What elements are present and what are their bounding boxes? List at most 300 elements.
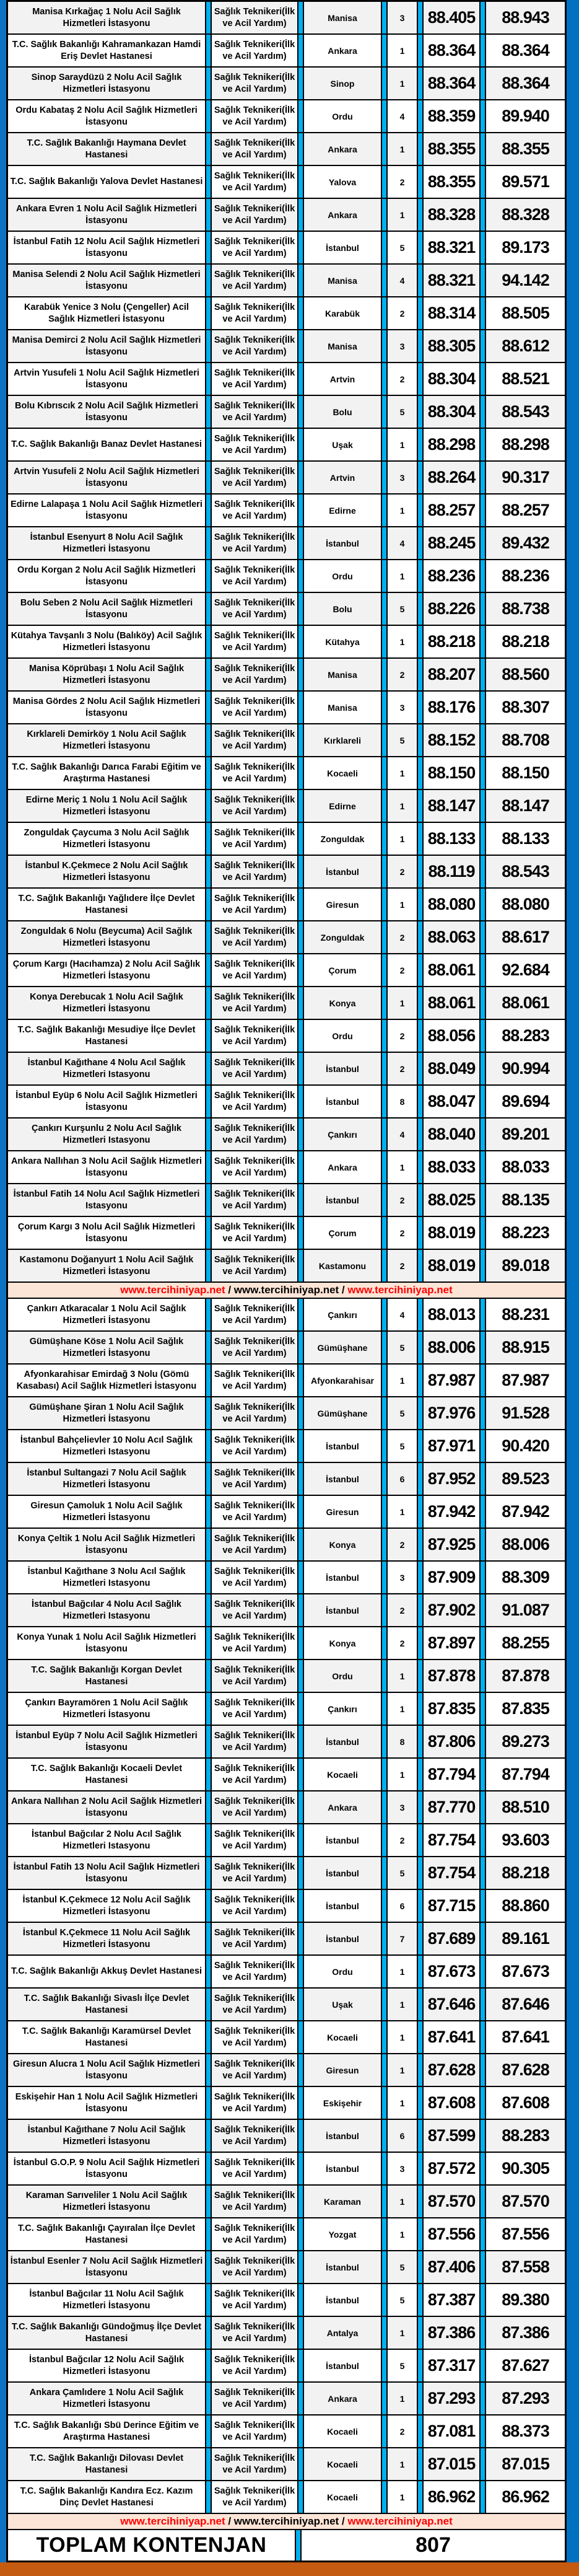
max-score: 89.161 xyxy=(502,1929,549,1948)
quota: 7 xyxy=(399,1933,405,1944)
max-score: 88.543 xyxy=(502,862,549,881)
city: Çankırı xyxy=(328,1703,357,1714)
column-separator xyxy=(479,1463,486,1495)
column-separator xyxy=(297,1956,304,1987)
column-separator xyxy=(479,1020,486,1052)
department: Sağlık Teknikeri(İlk ve Acil Yardım) xyxy=(214,959,295,981)
institution-name: İstanbul Fatih 14 Nolu Acıl Sağlık Hizmetleri Istasyonu xyxy=(13,1189,200,1211)
institution-name: Zonguldak 6 Nolu (Beycuma) Acil Sağlık Hizmetleri İstasyonu xyxy=(20,926,193,948)
min-score: 87.570 xyxy=(427,2192,476,2210)
column-separator xyxy=(479,790,486,822)
city: İstanbul xyxy=(326,2295,359,2305)
department: Sağlık Teknikeri(İlk ve Acil Yardım) xyxy=(214,1189,295,1211)
table-row xyxy=(8,1562,565,1594)
city: Edirne xyxy=(329,801,356,811)
column-separator xyxy=(381,1250,388,1281)
min-score: 88.328 xyxy=(427,205,476,224)
column-separator xyxy=(417,1184,424,1216)
min-score: 88.405 xyxy=(427,8,476,27)
column-separator xyxy=(417,1857,424,1889)
column-separator xyxy=(479,2448,486,2480)
city: Ordu xyxy=(332,111,353,121)
column-separator xyxy=(381,2021,388,2053)
column-separator xyxy=(205,495,212,526)
column-separator xyxy=(381,297,388,329)
city: Eskişehir xyxy=(323,2098,362,2108)
column-separator xyxy=(479,1299,486,1330)
quota: 5 xyxy=(399,604,405,614)
column-separator xyxy=(297,1759,304,1790)
column-separator xyxy=(417,1496,424,1528)
column-separator xyxy=(479,1217,486,1249)
column-separator xyxy=(479,856,486,887)
min-score: 86.962 xyxy=(427,2487,476,2506)
column-separator xyxy=(479,1890,486,1922)
column-separator xyxy=(381,1397,388,1429)
department: Sağlık Teknikeri(İlk ve Acil Yardım) xyxy=(214,1057,295,1079)
column-separator xyxy=(295,2530,302,2561)
table-row xyxy=(8,2251,565,2284)
column-separator xyxy=(479,1397,486,1429)
table-row xyxy=(8,1397,565,1430)
banner-separator-text: / xyxy=(225,1284,234,1296)
total-label: TOPLAM KONTENJAN xyxy=(36,2533,267,2557)
column-separator xyxy=(381,68,388,99)
table-row xyxy=(8,1053,565,1086)
column-separator xyxy=(297,1726,304,1757)
column-separator xyxy=(297,2317,304,2349)
max-score: 87.794 xyxy=(502,1765,549,1783)
institution-name: Manisa Demirci 2 Nolu Acil Sağlık Hizmetleri İstasyonu xyxy=(12,335,201,357)
column-separator xyxy=(381,1627,388,1659)
column-separator xyxy=(205,560,212,592)
institution-name: İstanbul Bağcılar 12 Nolu Acil Sağlık Hizmetleri İstasyonu xyxy=(28,2354,185,2376)
department: Sağlık Teknikeri(İlk ve Acil Yardım) xyxy=(214,729,295,751)
department: Sağlık Teknikeri(İlk ve Acil Yardım) xyxy=(214,6,295,29)
column-separator xyxy=(297,1594,304,1626)
table-row xyxy=(8,1594,565,1627)
max-score: 88.255 xyxy=(502,1633,549,1652)
column-separator xyxy=(297,1890,304,1922)
min-score: 88.355 xyxy=(427,139,476,158)
column-separator xyxy=(381,2251,388,2283)
table-row xyxy=(8,724,565,757)
min-score: 88.355 xyxy=(427,172,476,191)
banner-separator-text[interactable]: www.tercihiniyap.net xyxy=(233,1284,339,1296)
max-score: 88.915 xyxy=(502,1338,549,1356)
table-row xyxy=(8,1151,565,1184)
column-separator xyxy=(417,2120,424,2152)
column-separator xyxy=(479,2,486,33)
column-separator xyxy=(417,2350,424,2381)
table-row xyxy=(8,2383,565,2416)
institution-name: T.C. Sağlık Bakanlığı Korgan Devlet Hastanesi xyxy=(31,1664,182,1687)
city: İstanbul xyxy=(326,2163,359,2174)
department: Sağlık Teknikeri(İlk ve Acil Yardım) xyxy=(214,1500,295,1523)
city: Konya xyxy=(329,1638,356,1648)
department: Sağlık Teknikeri(İlk ve Acil Yardım) xyxy=(214,663,295,685)
department: Sağlık Teknikeri(İlk ve Acil Yardım) xyxy=(214,2321,295,2344)
department: Sağlık Teknikeri(İlk ve Acil Yardım) xyxy=(214,367,295,390)
column-separator xyxy=(297,2087,304,2119)
banner-url-link[interactable]: www.tercihiniyap.net xyxy=(120,1284,225,1296)
quota: 1 xyxy=(399,1671,405,1681)
city: Manisa xyxy=(328,669,357,680)
institution-name: Çorum Kargı (Hacıhamza) 2 Nolu Acil Sağlık Hizmetleri İstasyonu xyxy=(12,959,201,981)
table-row xyxy=(8,692,565,724)
min-score: 88.305 xyxy=(427,336,476,355)
city: Çorum xyxy=(328,965,357,975)
max-score: 89.018 xyxy=(502,1256,549,1275)
max-score: 88.307 xyxy=(502,698,549,716)
institution-name: İstanbul Esenler 7 Nolu Acil Sağlık Hizmetleri İstasyonu xyxy=(10,2256,203,2278)
max-score: 90.420 xyxy=(502,1436,549,1455)
column-separator xyxy=(417,2284,424,2316)
min-score: 88.321 xyxy=(427,238,476,257)
department: Sağlık Teknikeri(İlk ve Acil Yardım) xyxy=(214,170,295,193)
column-separator xyxy=(205,2416,212,2447)
city: Kocaeli xyxy=(327,2032,358,2042)
column-separator xyxy=(417,1824,424,1856)
column-separator xyxy=(381,2218,388,2250)
quota: 2 xyxy=(399,1605,405,1615)
max-score: 88.708 xyxy=(502,731,549,749)
institution-name: Çankırı Kurşunlu 2 Nolu Acıl Sağlık Hizmetleri Istasyonu xyxy=(32,1123,181,1145)
column-separator xyxy=(417,1151,424,1183)
column-separator xyxy=(479,987,486,1019)
table-row xyxy=(8,2186,565,2218)
max-score: 88.309 xyxy=(502,1568,549,1586)
city: Kocaeli xyxy=(327,2426,358,2437)
column-separator xyxy=(417,823,424,855)
table-row xyxy=(8,757,565,790)
table-row xyxy=(8,527,565,560)
column-separator xyxy=(205,2218,212,2250)
table-row xyxy=(8,2317,565,2350)
column-separator xyxy=(479,1660,486,1692)
min-score: 88.061 xyxy=(427,993,476,1012)
column-separator xyxy=(417,1086,424,1117)
column-separator xyxy=(205,921,212,953)
table-row xyxy=(8,199,565,232)
max-score: 88.033 xyxy=(502,1158,549,1176)
quota: 1 xyxy=(399,998,405,1008)
min-score: 87.673 xyxy=(427,1962,476,1980)
column-separator xyxy=(205,856,212,887)
department: Sağlık Teknikeri(İlk ve Acil Yardım) xyxy=(214,1927,295,1950)
institution-name: T.C. Sağlık Bakanlığı Akkuş Devlet Hastanesi xyxy=(11,1966,202,1977)
quota: 1 xyxy=(399,45,405,56)
city: Ordu xyxy=(332,571,353,581)
column-separator xyxy=(417,2054,424,2086)
table-row xyxy=(8,1693,565,1726)
column-separator xyxy=(381,724,388,756)
institution-name: Manisa Selendi 2 Nolu Acil Sağlık Hizmetleri İstasyonu xyxy=(12,269,201,291)
min-score: 88.033 xyxy=(427,1158,476,1176)
column-separator xyxy=(417,527,424,559)
column-separator xyxy=(381,1857,388,1889)
table-row xyxy=(8,1791,565,1824)
column-separator xyxy=(297,1020,304,1052)
quota: 2 xyxy=(399,932,405,943)
column-separator xyxy=(297,1053,304,1084)
city: Artvin xyxy=(329,374,355,384)
min-score: 87.628 xyxy=(427,2060,476,2079)
city: Bolu xyxy=(333,604,352,614)
column-separator xyxy=(381,133,388,165)
column-separator xyxy=(205,166,212,198)
institution-name: İstanbul K.Çekmece 11 Nolu Acil Sağlık Hizmetleri İstasyonu xyxy=(22,1927,191,1950)
min-score: 88.040 xyxy=(427,1125,476,1143)
quota: 4 xyxy=(399,1129,405,1140)
table-row xyxy=(8,1430,565,1463)
table-row xyxy=(8,1250,565,1283)
column-separator xyxy=(479,1759,486,1790)
banner-url-link[interactable]: www.tercihiniyap.net xyxy=(120,2515,225,2527)
quota: 2 xyxy=(399,308,405,319)
column-separator xyxy=(381,1086,388,1117)
column-separator xyxy=(205,626,212,657)
institution-name: T.C. Sağlık Bakanlığı Kandıra Ecz. Kazım Dinç Devlet Hastanesi xyxy=(20,2486,193,2508)
column-separator xyxy=(479,1627,486,1659)
column-separator xyxy=(381,2153,388,2184)
min-score: 87.794 xyxy=(427,1765,476,1783)
quota: 4 xyxy=(399,275,405,286)
table-row xyxy=(8,1217,565,1250)
column-separator xyxy=(417,2,424,33)
column-separator xyxy=(381,757,388,789)
column-separator xyxy=(381,692,388,723)
max-score: 87.558 xyxy=(502,2257,549,2276)
column-separator xyxy=(297,462,304,493)
column-separator xyxy=(381,626,388,657)
department: Sağlık Teknikeri(İlk ve Acil Yardım) xyxy=(214,2486,295,2508)
banner-url-link[interactable]: www.tercihiniyap.net xyxy=(347,2515,453,2527)
column-separator xyxy=(417,2153,424,2184)
column-separator xyxy=(417,560,424,592)
column-separator xyxy=(381,1693,388,1725)
max-score: 87.556 xyxy=(502,2225,549,2243)
min-score: 88.133 xyxy=(427,829,476,848)
column-separator xyxy=(297,1496,304,1528)
max-score: 88.218 xyxy=(502,632,549,651)
department: Sağlık Teknikeri(İlk ve Acil Yardım) xyxy=(214,2059,295,2081)
column-separator xyxy=(417,2317,424,2349)
max-score: 91.528 xyxy=(502,1404,549,1422)
quota: 2 xyxy=(399,1228,405,1238)
quota: 5 xyxy=(399,242,405,253)
min-score: 88.119 xyxy=(428,862,475,881)
table-row xyxy=(8,1759,565,1791)
column-separator xyxy=(205,2284,212,2316)
department: Sağlık Teknikeri(İlk ve Acil Yardım) xyxy=(214,1993,295,2015)
min-score: 87.317 xyxy=(427,2356,476,2375)
institution-name: Artvin Yusufeli 2 Nolu Acil Sağlık Hizmetleri İstasyonu xyxy=(14,466,199,488)
city: İstanbul xyxy=(326,1868,359,1878)
column-separator xyxy=(417,1430,424,1462)
min-score: 88.080 xyxy=(427,895,476,913)
quota: 2 xyxy=(399,1638,405,1648)
column-separator xyxy=(381,1299,388,1330)
quota: 5 xyxy=(399,2262,405,2272)
quota: 1 xyxy=(399,1999,405,2010)
table-row xyxy=(8,626,565,659)
column-separator xyxy=(297,560,304,592)
column-separator xyxy=(297,856,304,887)
max-score: 89.694 xyxy=(502,1092,549,1110)
department: Sağlık Teknikeri(İlk ve Acil Yardım) xyxy=(214,1024,295,1047)
min-score: 87.754 xyxy=(427,1863,476,1882)
quota: 1 xyxy=(399,1506,405,1517)
column-separator xyxy=(417,987,424,1019)
min-score: 88.304 xyxy=(427,369,476,388)
max-score: 88.364 xyxy=(502,41,549,59)
quota: 1 xyxy=(399,2196,405,2207)
department: Sağlık Teknikeri(İlk ve Acil Yardım) xyxy=(214,1156,295,1178)
max-score: 88.257 xyxy=(502,501,549,519)
institution-name: Gümüşhane Şiran 1 Nolu Acil Sağlık Hizmetleri İstasyonu xyxy=(29,1402,184,1424)
column-separator xyxy=(417,1119,424,1150)
institution-name: Ankara Nallıhan 2 Nolu Acil Sağlık Hizmetleri İstasyonu xyxy=(11,1796,202,1818)
column-separator xyxy=(417,232,424,263)
min-score: 88.150 xyxy=(427,763,476,782)
column-separator xyxy=(417,2383,424,2414)
column-separator xyxy=(205,1693,212,1725)
city: Antalya xyxy=(326,2328,359,2338)
max-score: 88.150 xyxy=(502,763,549,782)
department: Sağlık Teknikeri(İlk ve Acil Yardım) xyxy=(214,269,295,291)
column-separator xyxy=(479,757,486,789)
column-separator xyxy=(381,1529,388,1560)
column-separator xyxy=(417,659,424,690)
column-separator xyxy=(205,2153,212,2184)
max-score: 88.147 xyxy=(502,796,549,815)
quota: 2 xyxy=(399,2426,405,2437)
min-score: 87.897 xyxy=(427,1633,476,1652)
banner-separator-text[interactable]: www.tercihiniyap.net xyxy=(233,2515,339,2527)
min-score: 87.971 xyxy=(427,1436,476,1455)
max-score: 88.505 xyxy=(502,304,549,322)
column-separator xyxy=(297,823,304,855)
table-row xyxy=(8,1332,565,1365)
max-score: 89.523 xyxy=(502,1469,549,1488)
column-separator xyxy=(479,2021,486,2053)
column-separator xyxy=(417,363,424,395)
max-score: 89.571 xyxy=(502,172,549,191)
column-separator xyxy=(205,1660,212,1692)
website-banner xyxy=(8,1283,565,1299)
column-separator xyxy=(417,100,424,132)
max-score: 88.283 xyxy=(502,2126,549,2145)
column-separator xyxy=(417,593,424,625)
institution-name: T.C. Sağlık Bakanlığı Mesudiye İlçe Devlet Hastanesi xyxy=(17,1024,196,1047)
column-separator xyxy=(381,35,388,66)
city: Manisa xyxy=(328,275,357,286)
min-score: 88.218 xyxy=(427,632,476,651)
column-separator xyxy=(479,823,486,855)
table-row xyxy=(8,2021,565,2054)
city: Uşak xyxy=(332,439,353,450)
column-separator xyxy=(417,1463,424,1495)
table-row xyxy=(8,1496,565,1529)
column-separator xyxy=(479,1956,486,1987)
table-row xyxy=(8,297,565,330)
table-row xyxy=(8,2218,565,2251)
department: Sağlık Teknikeri(İlk ve Acil Yardım) xyxy=(214,1435,295,1457)
institution-name: T.C. Sağlık Bakanlığı Karamürsel Devlet Hastanesi xyxy=(22,2026,191,2048)
department: Sağlık Teknikeri(İlk ve Acil Yardım) xyxy=(214,400,295,423)
column-separator xyxy=(417,1726,424,1757)
min-score: 87.599 xyxy=(427,2126,476,2145)
city: Yalova xyxy=(328,177,357,187)
banner-separator-text: / xyxy=(339,1284,348,1296)
institution-name: Ankara Çamlıdere 1 Nolu Acil Sağlık Hizmetleri İstasyonu xyxy=(29,2387,184,2409)
min-score: 88.264 xyxy=(427,468,476,486)
max-score: 88.223 xyxy=(502,1223,549,1242)
institution-name: İstanbul Fatih 12 Nolu Acil Sağlık Hizmetleri İstasyonu xyxy=(13,236,200,258)
city: Ordu xyxy=(332,1031,353,1041)
quota: 1 xyxy=(399,768,405,778)
column-separator xyxy=(205,2481,212,2513)
column-separator xyxy=(297,1660,304,1692)
column-separator xyxy=(417,133,424,165)
department: Sağlık Teknikeri(İlk ve Acil Yardım) xyxy=(214,860,295,882)
column-separator xyxy=(205,363,212,395)
max-score: 88.218 xyxy=(502,1863,549,1882)
city: İstanbul xyxy=(326,1063,359,1074)
banner-url-link[interactable]: www.tercihiniyap.net xyxy=(347,1284,453,1296)
quota: 6 xyxy=(399,1901,405,1911)
column-separator xyxy=(297,2448,304,2480)
department: Sağlık Teknikeri(İlk ve Acil Yardım) xyxy=(214,2026,295,2048)
column-separator xyxy=(479,2416,486,2447)
column-separator xyxy=(381,2,388,33)
department: Sağlık Teknikeri(İlk ve Acil Yardım) xyxy=(214,1254,295,1277)
column-separator xyxy=(479,1989,486,2020)
column-separator xyxy=(297,100,304,132)
column-separator xyxy=(205,35,212,66)
institution-name: İstanbul G.O.P. 9 Nolu Acil Sağlık Hizmetleri İstasyonu xyxy=(13,2157,200,2179)
department: Sağlık Teknikeri(İlk ve Acil Yardım) xyxy=(214,597,295,620)
column-separator xyxy=(479,724,486,756)
column-separator xyxy=(205,1332,212,1363)
right-blue-bar xyxy=(567,0,579,2562)
quota: 1 xyxy=(399,2393,405,2404)
min-score: 87.608 xyxy=(427,2093,476,2112)
city: İstanbul xyxy=(326,1096,359,1107)
column-separator xyxy=(205,1529,212,1560)
column-separator xyxy=(479,396,486,428)
max-score: 90.994 xyxy=(502,1059,549,1078)
max-score: 94.142 xyxy=(502,271,549,289)
table-row xyxy=(8,2416,565,2448)
column-separator xyxy=(417,199,424,231)
quota: 1 xyxy=(399,2328,405,2338)
max-score: 93.603 xyxy=(502,1831,549,1849)
department: Sağlık Teknikeri(İlk ve Acil Yardım) xyxy=(214,1369,295,1391)
department: Sağlık Teknikeri(İlk ve Acil Yardım) xyxy=(214,2256,295,2278)
min-score: 88.063 xyxy=(427,928,476,946)
city: Ankara xyxy=(328,209,357,220)
city: İstanbul xyxy=(326,2130,359,2141)
column-separator xyxy=(205,527,212,559)
column-separator xyxy=(205,1496,212,1528)
column-separator xyxy=(417,1299,424,1330)
column-separator xyxy=(381,462,388,493)
max-score: 89.273 xyxy=(502,1732,549,1751)
column-separator xyxy=(297,1989,304,2020)
table-row xyxy=(8,1119,565,1151)
